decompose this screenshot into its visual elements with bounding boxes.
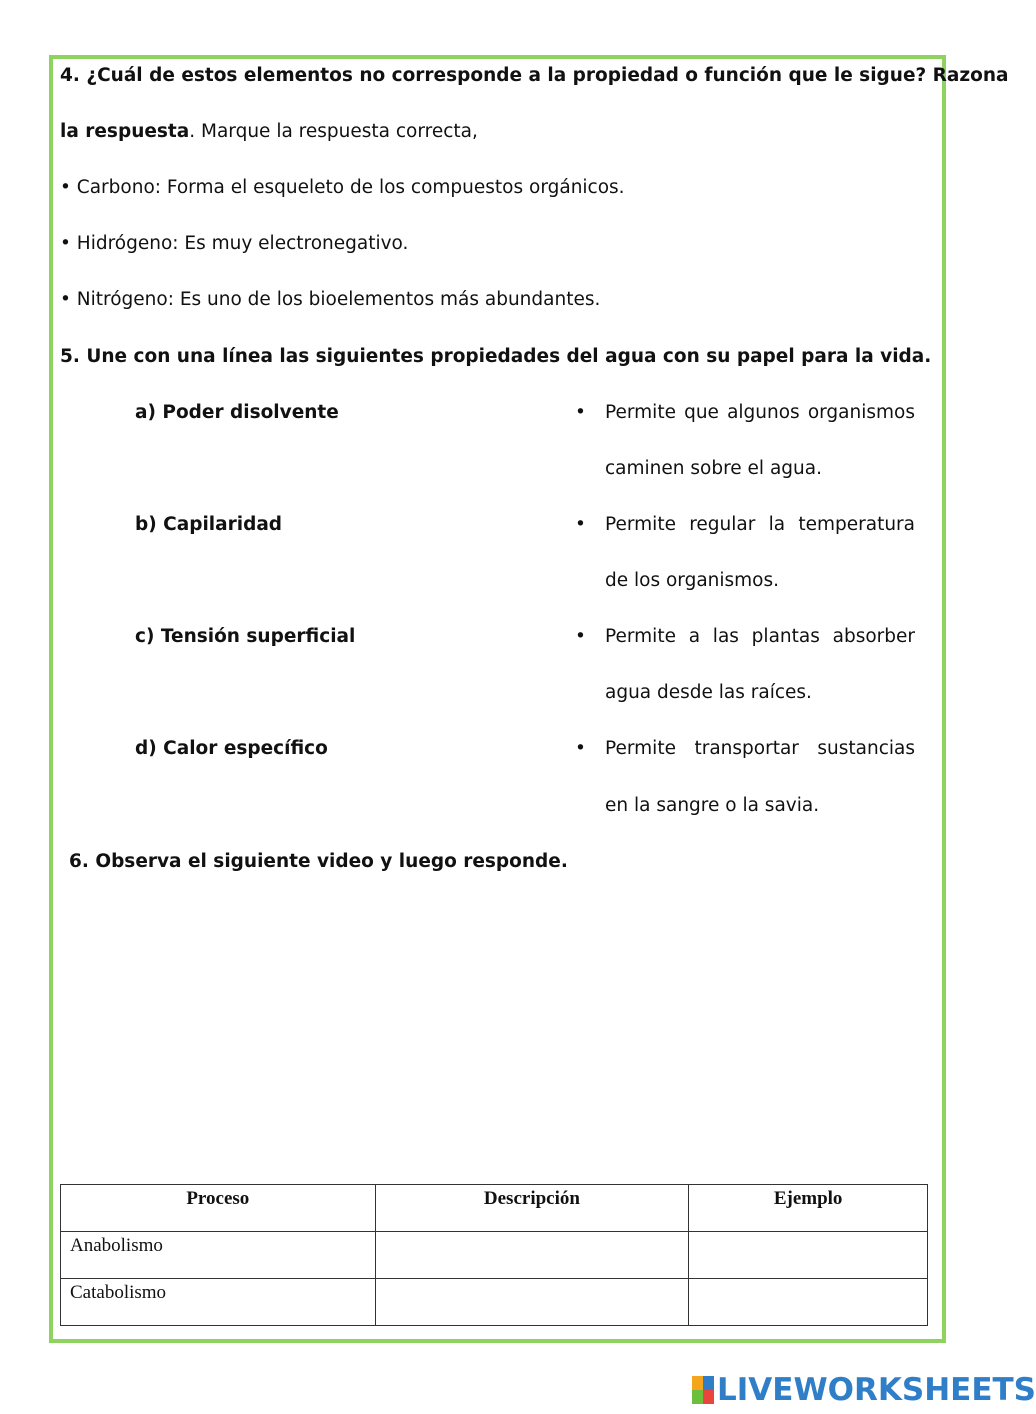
- match-bullet[interactable]: •: [575, 738, 586, 759]
- question-4-instruction: . Marque la respuesta correcta,: [189, 121, 478, 142]
- match-bullet[interactable]: •: [575, 626, 586, 647]
- role-1-line2: caminen sobre el agua.: [605, 458, 822, 479]
- question-5-title: 5. Une con una línea las siguientes propiedades del agua con su papel para la vida.: [60, 346, 932, 367]
- match-bullet[interactable]: •: [575, 402, 586, 423]
- header-proceso: Proceso: [61, 1185, 376, 1232]
- match-bullet[interactable]: •: [575, 514, 586, 535]
- cell-proceso: Anabolismo: [61, 1232, 376, 1279]
- question-4-emphasis: la respuesta: [60, 121, 190, 142]
- cell-proceso: Catabolismo: [61, 1279, 376, 1326]
- header-descripcion: Descripción: [375, 1185, 689, 1232]
- role-2-line1: Permite regular la temperatura: [605, 514, 915, 535]
- property-b[interactable]: b) Capilaridad: [135, 514, 283, 535]
- option-hidrogeno: • Hidrógeno: Es muy electronegativo.: [60, 233, 409, 254]
- property-d[interactable]: d) Calor específico: [135, 738, 328, 759]
- property-a[interactable]: a) Poder disolvente: [135, 402, 339, 423]
- question-6-title: 6. Observa el siguiente video y luego responde.: [69, 851, 568, 872]
- table-row: [61, 1232, 928, 1279]
- cell-descripcion-input[interactable]: [375, 1279, 689, 1326]
- question-4-line2: [60, 121, 478, 143]
- question-4-title: 4. ¿Cuál de estos elementos no corresponde a la propiedad o función que le sigue? Razona: [60, 65, 1009, 86]
- table-header-row: [61, 1185, 928, 1232]
- property-c[interactable]: c) Tensión superficial: [135, 626, 356, 647]
- process-table: [60, 1184, 928, 1326]
- cell-ejemplo-input[interactable]: [689, 1279, 928, 1326]
- option-nitrogeno: • Nitrógeno: Es uno de los bioelementos más abundantes.: [60, 289, 601, 310]
- header-ejemplo: Ejemplo: [689, 1185, 928, 1232]
- role-1-line1: Permite que algunos organismos: [605, 402, 915, 423]
- role-4-line1: Permite transportar sustancias: [605, 738, 915, 759]
- liveworksheets-logo: [692, 1373, 1036, 1407]
- option-carbono: • Carbono: Forma el esqueleto de los compuestos orgánicos.: [60, 177, 625, 198]
- cell-descripcion-input[interactable]: [375, 1232, 689, 1279]
- table-row: [61, 1279, 928, 1326]
- cell-ejemplo-input[interactable]: [689, 1232, 928, 1279]
- role-3-line2: agua desde las raíces.: [605, 682, 812, 703]
- logo-text: LIVEWORKSHEETS: [717, 1372, 1036, 1408]
- role-2-line2: de los organismos.: [605, 570, 780, 591]
- role-4-line2: en la sangre o la savia.: [605, 795, 820, 816]
- role-3-line1: Permite a las plantas absorber: [605, 626, 915, 647]
- logo-blocks-icon: [692, 1376, 714, 1404]
